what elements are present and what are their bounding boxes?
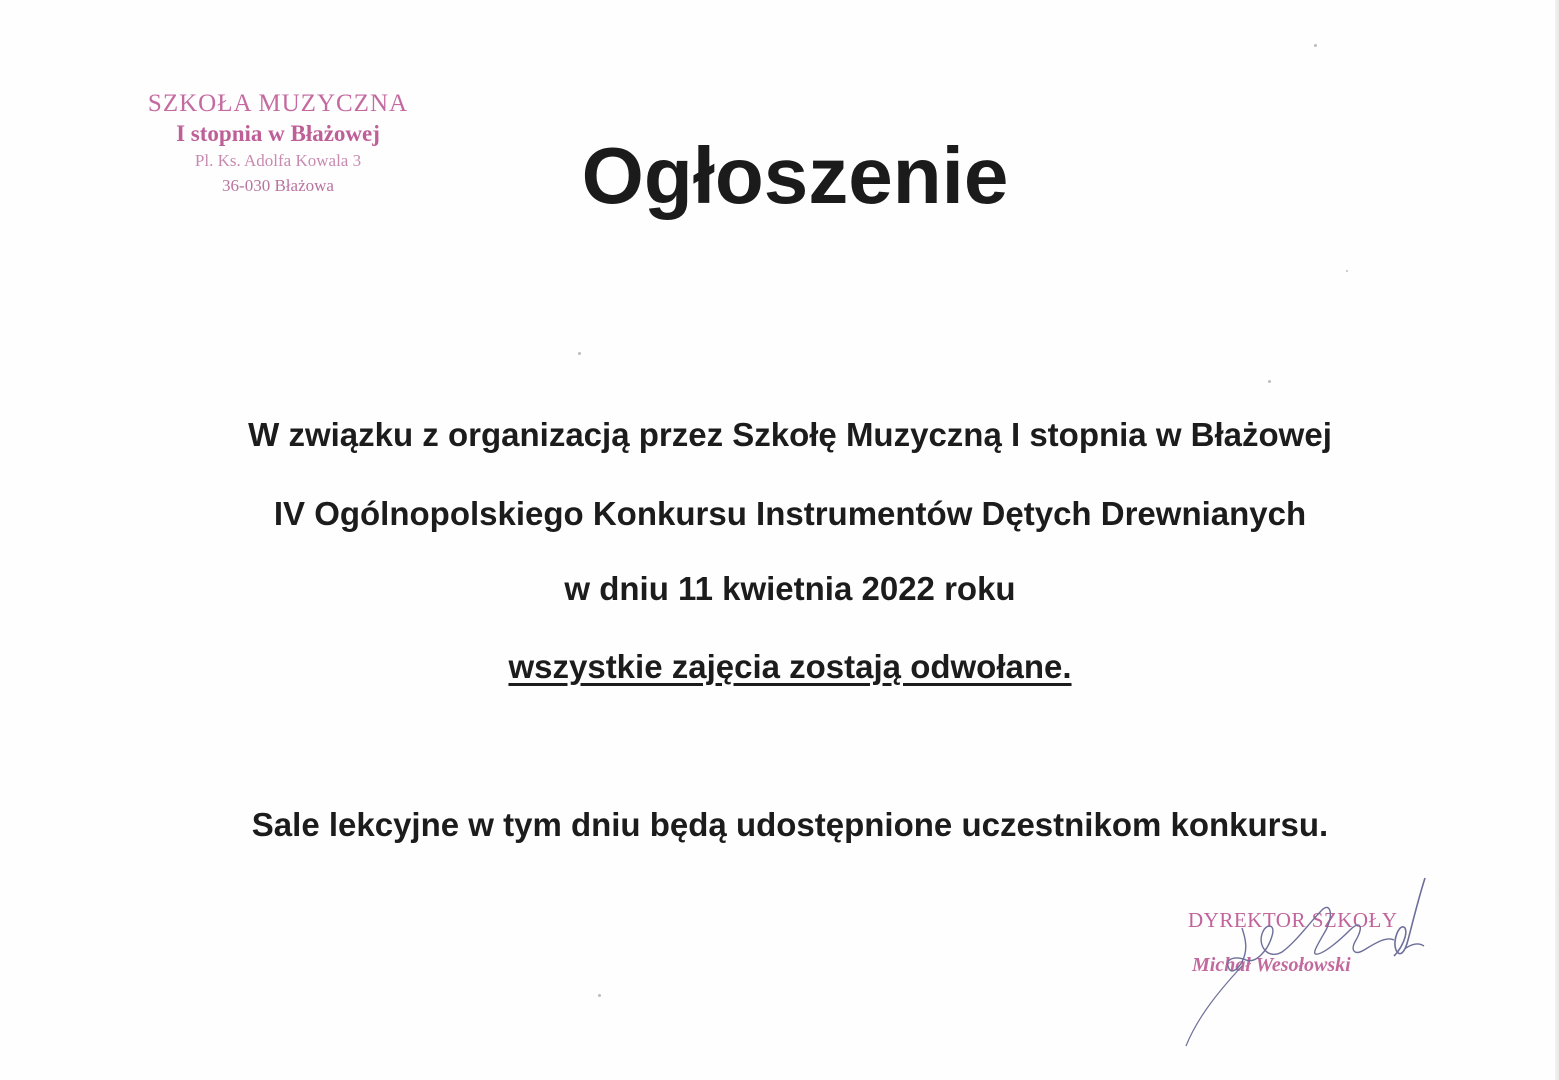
body-line-cancellation	[0, 647, 1559, 687]
scan-speck	[598, 994, 601, 997]
body-line-1: W związku z organizacją przez Szkołę Muzyczną I stopnia w Błażowej	[248, 416, 1332, 453]
scan-speck	[578, 352, 581, 355]
stamp-school-name: SZKOŁA MUZYCZNA	[147, 90, 409, 117]
handwritten-signature	[1150, 870, 1450, 1050]
body-line-2: IV Ogólnopolskiego Konkursu Instrumentów Dętych Drewnianych	[273, 495, 1307, 532]
scan-speck	[1268, 380, 1271, 383]
scan-speck	[1314, 44, 1317, 47]
stamp-street-address: Pl. Ks. Adolfa Kowala 3	[194, 151, 362, 170]
document-title: Ogłoszenie	[581, 131, 1009, 220]
stamp-school-level: I stopnia w Błażowej	[176, 121, 380, 146]
body-line-date: w dniu 11 kwietnia 2022 roku	[564, 570, 1016, 607]
cancellation-notice: wszystkie zajęcia zostają odwołane.	[508, 648, 1072, 685]
director-name: Michał Wesołowski	[1192, 954, 1351, 976]
stamp-postal-address: 36-030 Błażowa	[222, 176, 334, 195]
director-stamp	[1150, 870, 1450, 1050]
body-line-classrooms: Sale lekcyjne w tym dniu będą udostępnione uczestnikom konkursu.	[251, 806, 1329, 843]
scan-speck	[1346, 270, 1348, 272]
director-title: DYREKTOR SZKOŁY	[1188, 908, 1398, 932]
